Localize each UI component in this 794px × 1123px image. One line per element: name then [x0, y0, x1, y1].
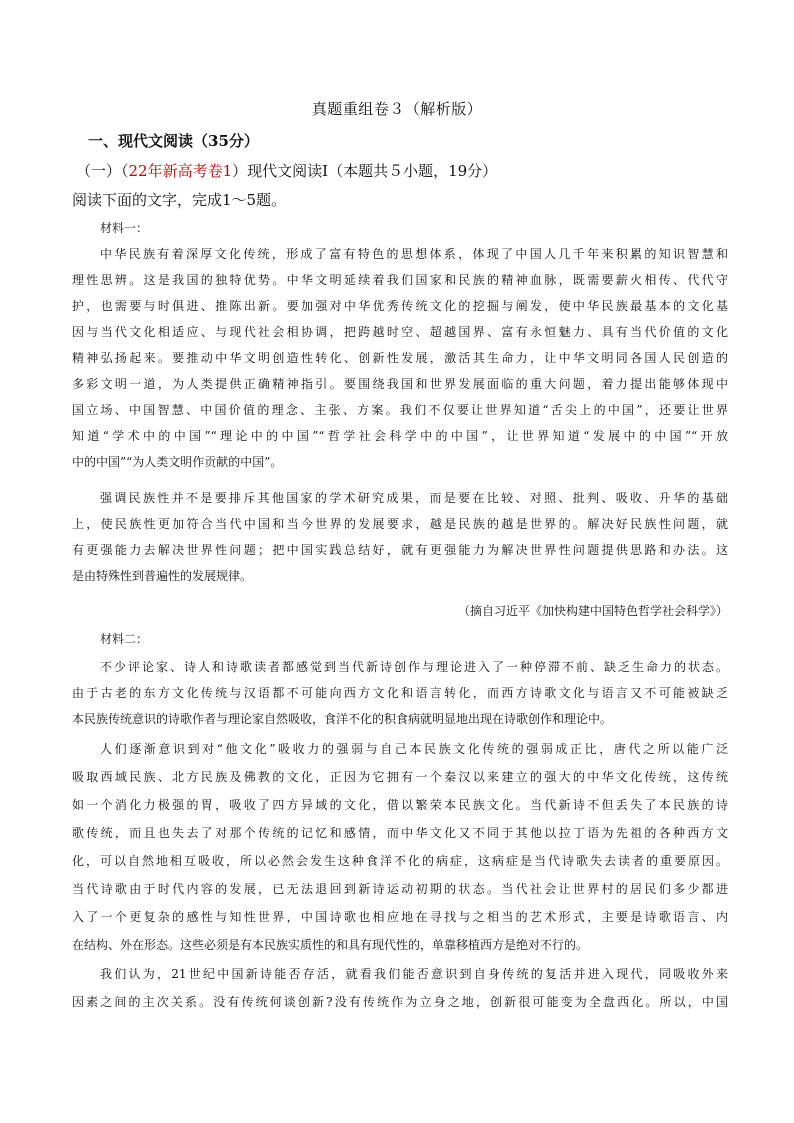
paragraph-line: 国立场、中国智慧、中国价值的理念、主张、方案。我们不仅要让世界知道“舌尖上的中国”，还要让世界: [72, 403, 728, 417]
paragraph-line: 化，可以自然地相互吸收，所以必然会发生这种食洋不化的病症，这病症是当代诗歌失去读者的重要原因。: [72, 854, 728, 868]
paragraph-line: 入了一个更复杂的感性与知性世界，中国诗歌也相应地在寻找与之相当的艺术形式，主要是诗歌语言、内: [72, 910, 728, 924]
paragraph-line: 由于古老的东方文化传统与汉语都不可能向西方文化和语言转化，而西方诗歌文化与语言又不可能被缺乏: [72, 686, 728, 700]
paragraph-line: 我们认为，21世纪中国新诗能否存活，就看我们能否意识到自身传统的复活并进入现代，同吸收外来: [100, 967, 728, 981]
paragraph-line: 人们逐渐意识到对“他文化”吸收力的强弱与自己本民族文化传统的强弱成正比，唐代之所以能广泛: [100, 742, 728, 756]
paragraph-line: 吸取西域民族、北方民族及佛教的文化，正因为它拥有一个秦汉以来建立的强大的中华文化传统，这传统: [72, 770, 728, 784]
paragraph-line: 有更强能力去解决世界性问题；把中国实践总结好，就有更强能力为解决世界性问题提供思路和办法。这: [72, 543, 728, 557]
subsection-prefix: （一）（: [76, 162, 129, 180]
section-heading: 一、现代文阅读（35分）: [88, 132, 259, 150]
reading-instruction: 阅读下面的文字，完成1～5题。: [72, 191, 287, 209]
paragraph-line: 当代诗歌由于时代内容的发展，已无法退回到新诗运动初期的状态。当代社会让世界村的居民们多少都进: [72, 882, 728, 896]
paragraph-line: 如一个消化力极强的胃，吸收了四方异域的文化，借以繁荣本民族文化。当代新诗不但丢失了本民族的诗: [72, 798, 728, 812]
paragraph-line: 理性思辨。这是我国的独特优势。中华文明延续着我们国家和民族的精神血脉，既需要薪火相传、代代守: [72, 273, 728, 287]
paragraph-line: 精神弘扬起来。要推动中华文明创造性转化、创新性发展，激活其生命力，让中华文明同各国人民创造的: [72, 351, 728, 365]
citation-source: （摘自习近平《加快构建中国特色哲学社会科学》）: [457, 604, 728, 618]
material-two-label: 材料二：: [100, 632, 149, 646]
paragraph-line: 本民族传统意识的诗歌作者与理论家自然吸收，食洋不化的积食病就明显地出现在诗歌创作和理论中。: [72, 712, 613, 726]
subsection-heading: [76, 160, 497, 181]
paragraph-line: 歌传统，而且也失去了对那个传统的记忆和感情，而中华文化又不同于其他以拉丁语为先祖的各种西方文: [72, 826, 728, 840]
paragraph-line: 护，也需要与时俱进、推陈出新。要加强对中华优秀传统文化的挖掘与阐发，使中华民族最基本的文化基: [72, 299, 728, 313]
paragraph-line: 是由特殊性到普遍性的发展规律。: [72, 569, 253, 583]
paragraph-line: 因与当代文化相适应、与现代社会相协调，把跨越时空、超越国界、富有永恒魅力、具有当代价值的文化: [72, 325, 728, 339]
paragraph-line: 因素之间的主次关系。没有传统何谈创新?没有传统作为立身之地，创新很可能变为全盘西化。所以，中国: [72, 995, 728, 1009]
paragraph-line: 强调民族性并不是要排斥其他国家的学术研究成果，而是要在比较、对照、批判、吸收、升华的基础: [100, 491, 728, 505]
paragraph-line: 中华民族有着深厚文化传统，形成了富有特色的思想体系，体现了中国人几千年来积累的知识智慧和: [100, 247, 728, 261]
paragraph-line: 上，使民族性更加符合当代中国和当今世界的发展要求，越是民族的越是世界的。解决好民族性问题，就: [72, 517, 728, 531]
subsection-suffix: ）现代文阅读Ⅰ（本题共５小题，19分）: [232, 162, 498, 180]
paragraph-line: 知道“学术中的中国”“理论中的中国”“哲学社会科学中的中国”，让世界知道“发展中的中国”“开放: [72, 429, 728, 443]
paragraph-line: 多彩文明一道，为人类提供正确精神指引。要围绕我国和世界发展面临的重大问题，着力提出能够体现中: [72, 377, 728, 391]
material-one-label: 材料一：: [100, 221, 149, 235]
paragraph-line: 在结构、外在形态。这些必须是有本民族实质性的和具有现代性的，单靠移植西方是绝对不行的。: [72, 938, 589, 952]
paragraph-line: 中的中国”“为人类文明作贡献的中国”。: [72, 455, 283, 469]
paragraph-line: 不少评论家、诗人和诗歌读者都感觉到当代新诗创作与理论进入了一种停滞不前、缺乏生命力的状态。: [100, 660, 728, 674]
page-title: 真题重组卷３（解析版）: [311, 100, 483, 118]
exam-source-tag: 22年新高考卷1: [128, 162, 233, 180]
